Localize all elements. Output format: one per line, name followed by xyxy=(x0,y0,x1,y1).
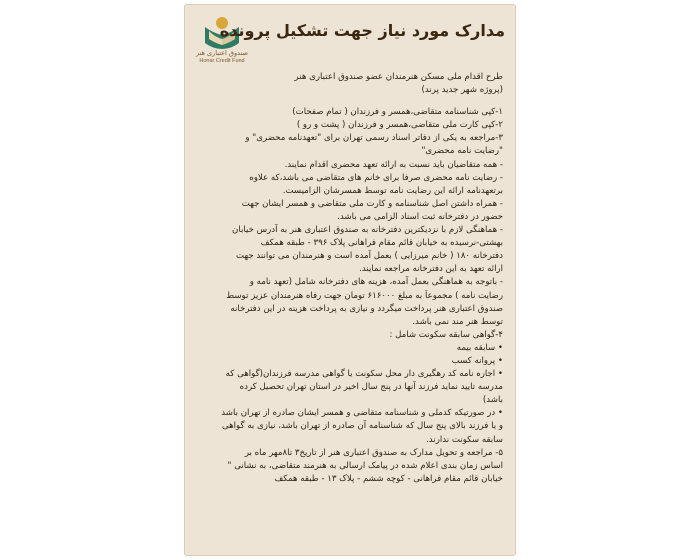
note-line: - همراه داشتن اصل شناسنامه و کارت ملی متقاضی و همسر ایشان جهت xyxy=(241,198,503,209)
list-item: ۵- مراجعه و تحویل مدارک به صندوق اعتباری هنر از تاریخ۳ تا۸مهر ماه بر xyxy=(244,447,503,458)
document-body xyxy=(195,71,503,551)
bullet-continuation: باشد) xyxy=(482,395,503,406)
logo-text-fa: صندوق اعتباری هنر xyxy=(196,49,248,57)
bullet-item: • سابقه بیمه xyxy=(195,342,503,355)
note-line: ارائه تعهد به این دفترخانه مراجعه نمایند. xyxy=(359,264,503,275)
bullet-item: • اجاره نامه کد رهگیری دار محل سکونت یا گواهی مدرسه فرزندان(گواهی که xyxy=(195,368,503,381)
note-line: برتعهدنامه ارائه این رضایت نامه توسط همسرشان الزامیست. xyxy=(282,185,503,196)
list-item: ۳-مراجعه به یکی از دفاتر اسناد رسمی تهران برای "تعهدنامه محضری" و xyxy=(245,133,503,144)
note-line: حضور در دفترخانه ثبت اسناد الزامی می باشد. xyxy=(337,211,503,222)
list-item: اساس زمان بندی اعلام شده در پیامک ارسالی به هنرمند متقاضی، به نشانی " xyxy=(227,460,503,471)
bullet-item: • پروانه کسب xyxy=(195,355,503,368)
note-line: - هماهنگی لازم با نزدیکترین دفترخانه به صندوق اعتباری هنر به آدرس خیابان xyxy=(232,225,503,236)
note-line: بهشتی-نرسیده به خیابان قائم مقام فراهانی پلاک ۳۹۶ - طبقه همکف xyxy=(260,238,503,249)
bullet-continuation: مدرسه تایید نماید فرزند آنها در پنج سال اخیر در استان تهران تحصیل کرده xyxy=(239,382,503,393)
bullet-continuation: سابقه سکونت ندارند. xyxy=(426,434,503,445)
intro-line: طرح اقدام ملی مسکن هنرمندان عضو صندوق اعتباری هنر xyxy=(294,72,503,82)
list-item: ۱-کپی شناسنامه متقاضی،همسر و فرزندان ( تمام صفحات) xyxy=(292,107,503,118)
list-item: "رضایت نامه محضری" xyxy=(421,146,503,157)
note-line: رضایت نامه ) مجموعاً به مبلغ ۶۱۶۰۰۰ تومان جهت رفاه هنرمندان عزیز توسط xyxy=(226,290,503,301)
intro-line: (پروژه شهر جدید پرند) xyxy=(421,85,503,96)
bullet-continuation: و یا فرزند بالای پنج سال که شناسنامه آن صادره از تهران باشد، نیازی به گواهی xyxy=(221,421,503,432)
bullet-item: • در صورتیکه کدملی و شناسنامه متقاضی و همسر ایشان صادره از تهران باشد xyxy=(195,407,503,420)
note-line: - رضایت نامه محضری صرفا برای خانم های متقاضی می باشد،که علاوه xyxy=(249,172,503,183)
page-title: مدارک مورد نیاز جهت تشکیل پرونده xyxy=(219,21,505,40)
note-line: - همه متقاضیان باید نسبت به ارائه تعهد محضری اقدام نمایند. xyxy=(284,159,503,170)
list-item: ۴-گواهی سابقه سکونت شامل : xyxy=(389,329,503,340)
note-line: صندوق اعتباری هنر پرداخت میگردد و نیازی به پرداخت هزینه در این دفترخانه xyxy=(230,303,503,314)
logo-text-en: Honar Credit Fund xyxy=(199,58,245,64)
note-line: توسط هنر مند نمی باشد. xyxy=(412,316,503,327)
requirements-card xyxy=(184,4,516,556)
list-item: ۲-کپی کارت ملی متقاضی،همسر و فرزندان ( پشت و رو ) xyxy=(296,120,503,131)
list-item: خیابان قائم مقام فراهانی - کوچه ششم - پلاک ۱۳ - طبقه همکف xyxy=(274,473,503,484)
note-line: - باتوجه به هماهنگی بعمل آمده، هزینه های دفترخانه شامل (تعهد نامه و xyxy=(249,277,503,288)
note-line: دفترخانه ۱۸۰ ( خانم میرزایی ) بعمل آمده است و هنرمندان می توانند جهت xyxy=(235,251,503,262)
